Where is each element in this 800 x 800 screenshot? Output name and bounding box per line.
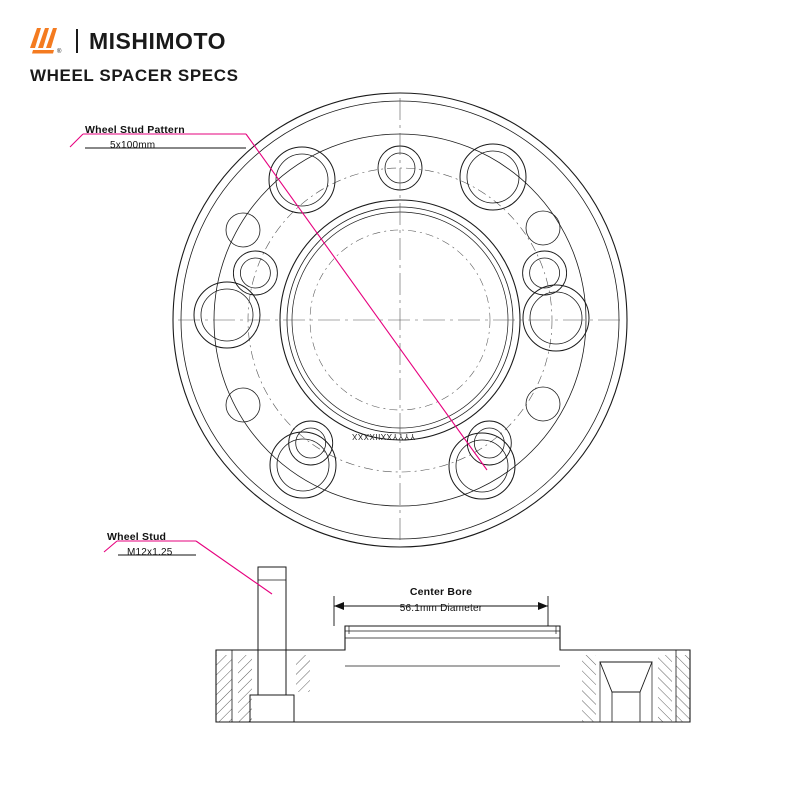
brand-name: MISHIMOTO [89, 27, 226, 54]
stud-bosses [233, 146, 566, 465]
relief-pockets [226, 211, 560, 422]
engraving-text: XXXXIIXXYYYY [352, 432, 416, 441]
page-title: WHEEL SPACER SPECS [30, 66, 239, 85]
brand-lockup [30, 26, 360, 56]
callout-wheel-stud [107, 531, 173, 558]
mishimoto-m-logo-icon [30, 28, 64, 54]
callout-value: 5x100mm [110, 140, 156, 151]
wheel-stud-section [250, 567, 294, 722]
lug-seat-section [600, 662, 652, 722]
top-view-group [173, 93, 627, 547]
callout-center-bore [330, 586, 552, 614]
callout-title: Wheel Stud Pattern [85, 124, 185, 136]
callout-value: M12x1.25 [127, 547, 173, 558]
callout-value: 56.1mm Diameter [399, 603, 483, 614]
wheel-stud-heads [194, 144, 589, 499]
brand-divider [76, 29, 78, 53]
callout-title: Center Bore [409, 586, 473, 598]
leader-underlines [85, 148, 246, 555]
header [30, 26, 360, 86]
leader-lines [70, 134, 487, 594]
svg-text:®: ® [57, 49, 62, 54]
callout-title: Wheel Stud [107, 531, 167, 543]
callout-wheel-stud-pattern [85, 124, 185, 151]
